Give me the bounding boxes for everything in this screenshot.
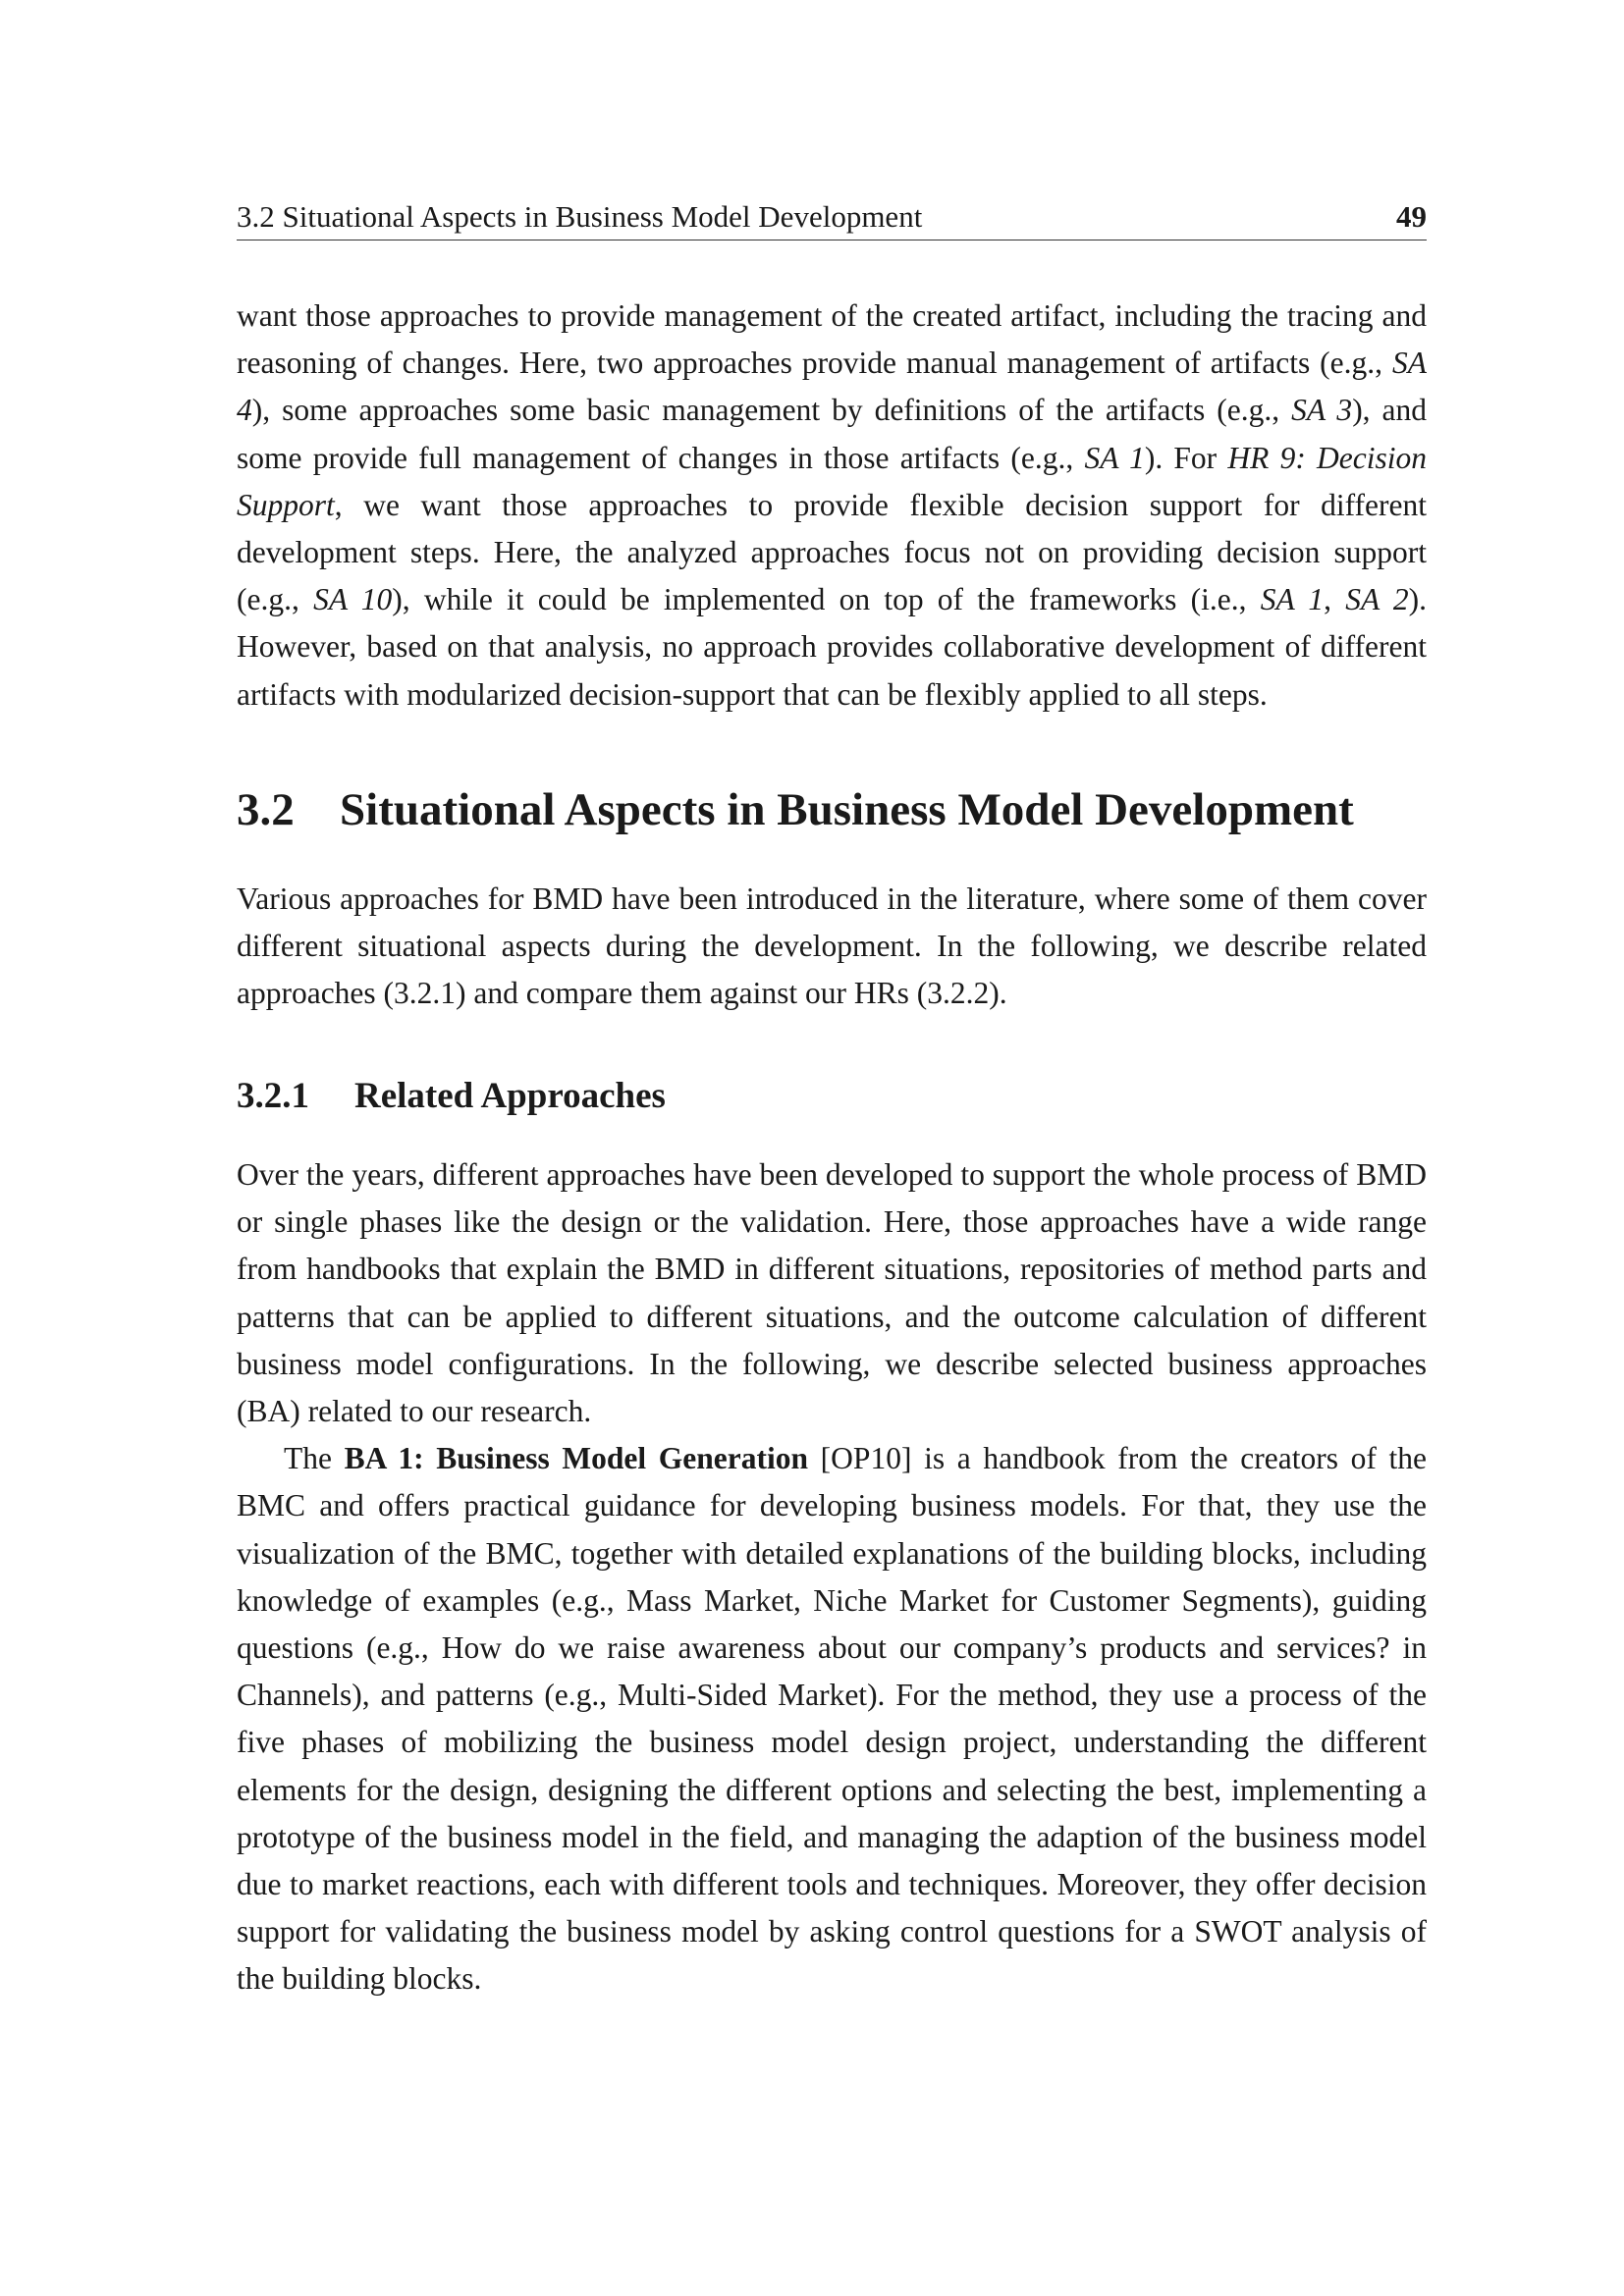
section-heading (237, 780, 1354, 839)
running-head (237, 194, 1427, 240)
continued-paragraph: want those approaches to provide management of the created artifact, including the tracing and reasoning of changes. Here, two approaches provide manual management of artifacts (e.g., SA 4), some approaches some basic management by definitions of the artifacts (e.g., SA 3), and some provide full management of changes in those artifacts (e.g., SA 1). For HR 9: Decision Support, we want those approaches to provide flexible decision support for different development steps. Here, the analyzed approaches focus not on providing decision support (e.g., SA 10), while it could be implemented on top of the frameworks (i.e., SA 1, SA 2). However, based on that analysis, no approach provides collaborative development of different artifacts with modularized decision-support that can be flexibly applied to all steps. (237, 298, 1428, 712)
subsection-title: Related Approaches (354, 1076, 666, 1116)
section-intro-paragraph: Various approaches for BMD have been introduced in the literature, where some of them cover different situational aspects during the development. In the following, we describe related approaches (3.2.1) and compare them against our HRs (3.2.2). (237, 881, 1427, 1011)
subsection-number: 3.2.1 (237, 1076, 309, 1116)
paragraph-overview: Over the years, different approaches have been developed to support the whole process of BMD or single phases like the design or the validation. Here, those approaches have a wide range from handbooks that explain the BMD in different situations, repositories of method parts and patterns that can be applied to different situations, and the outcome calculation of different business model configurations. In the following, we describe selected business approaches (BA) related to our research. (237, 1157, 1427, 1429)
page-number: 49 (1396, 199, 1427, 234)
paragraph-ba1: The BA 1: Business Model Generation [OP10] is a handbook from the creators of the BMC and offers practical guidance for developing business models. For that, they use the visualization of the BMC, together with detailed explanations of the building blocks, including knowledge of examples (e.g., Mass Market, Niche Market for Customer Segments), guiding questions (e.g., How do we raise awareness about our company’s products and services? in Channels), and patterns (e.g., Multi-Sided Market). For the method, they use a process of the five phases of mobilizing the business model design project, understanding the different elements for the design, designing the different options and selecting the best, implementing a prototype of the business model in the field, and managing the adaption of the business model due to market reactions, each with different tools and techniques. Moreover, they offer decision support for validating the business model by asking control questions for a SWOT analysis of the building blocks. (237, 1441, 1427, 1997)
ref-sa3: SA 3 (1291, 393, 1353, 428)
running-title: 3.2 Situational Aspects in Business Model Development (237, 199, 923, 234)
ref-sa1: SA 1 (1084, 440, 1145, 475)
subsection-heading (237, 1073, 666, 1120)
ref-sa4: SA 4 (237, 346, 1427, 428)
ref-sa1b: SA 1 (1260, 582, 1325, 617)
related-approaches-body (237, 1151, 1427, 2003)
ref-sa10: SA 10 (313, 582, 393, 617)
ba1-title: BA 1: Business Model Generation (344, 1441, 809, 1476)
section-title: Situational Aspects in Business Model Development (340, 784, 1354, 835)
ref-sa2: SA 2 (1345, 582, 1409, 617)
section-number: 3.2 (237, 784, 295, 835)
ref-hr9: HR 9: Decision Support (237, 440, 1428, 522)
